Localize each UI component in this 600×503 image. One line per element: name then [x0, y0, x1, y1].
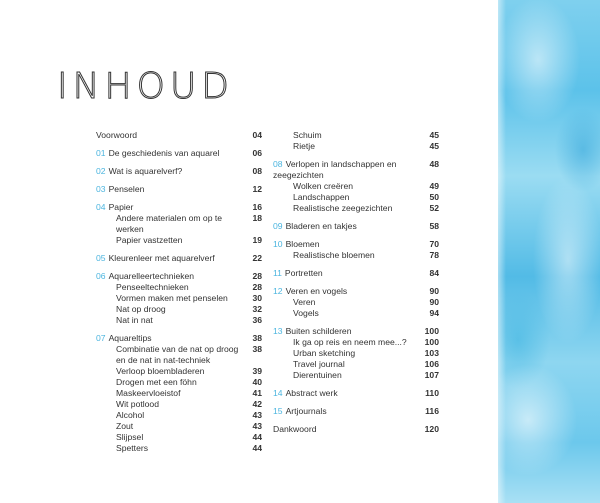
toc-page-number: 40 [252, 377, 262, 387]
toc-entry-text: Nat op droog [116, 304, 166, 314]
toc-subentry [96, 315, 262, 326]
toc-entry-label [96, 293, 246, 304]
toc-entry-text: Abstract werk [285, 388, 338, 398]
toc-entry-text: Penselen [108, 184, 145, 194]
watercolor-edge [490, 0, 506, 503]
chapter-number: 05 [96, 253, 106, 263]
toc-page-number: 30 [252, 293, 262, 303]
toc-page-number: 18 [252, 213, 262, 223]
toc-entry-label [96, 432, 246, 443]
toc-entry-text: Bladeren en takjes [285, 221, 357, 231]
toc-entry-label [96, 304, 246, 315]
toc-entry-text: Wolken creëren [293, 181, 354, 191]
toc-entry-label [96, 377, 246, 388]
toc-entry-text: Papier vastzetten [116, 235, 183, 245]
toc-subentry [273, 337, 439, 348]
toc-page-number: 116 [425, 406, 439, 416]
toc-entry-label [96, 410, 246, 421]
toc-page-number: 41 [252, 388, 262, 398]
toc-entry-text: Vogels [293, 308, 319, 318]
toc-page-number: 42 [252, 399, 262, 409]
toc-subentry [273, 181, 439, 192]
chapter-number: 15 [273, 406, 283, 416]
toc-entry-label [273, 181, 423, 192]
toc-entry [273, 239, 439, 250]
chapter-number: 09 [273, 221, 283, 231]
toc-entry-label [96, 184, 246, 195]
toc-page-number: 90 [429, 297, 439, 307]
toc-page-number: 94 [429, 308, 439, 318]
chapter-number: 01 [96, 148, 106, 158]
toc-entry-label [273, 268, 423, 279]
toc-subentry [96, 377, 262, 388]
toc-entry-text: Wit potlood [116, 399, 159, 409]
toc-entry-label [273, 159, 423, 181]
toc-subentry [96, 293, 262, 304]
toc-page-number: 52 [429, 203, 439, 213]
toc-entry [96, 166, 262, 177]
toc-column-left [96, 130, 262, 454]
toc-page-number: 70 [429, 239, 439, 249]
toc-subentry [96, 366, 262, 377]
toc-page-number: 110 [425, 388, 439, 398]
toc-subentry [96, 399, 262, 410]
chapter-number: 10 [273, 239, 283, 249]
chapter-number: 11 [273, 268, 282, 278]
chapter-number: 14 [273, 388, 283, 398]
toc-page-number: 39 [252, 366, 262, 376]
toc-entry [273, 326, 439, 337]
toc-page-number: 100 [424, 337, 439, 347]
toc-page-number: 04 [252, 130, 262, 140]
toc-entry-text: Dankwoord [273, 424, 317, 434]
toc-entry-text: Vormen maken met penselen [116, 293, 228, 303]
toc-entry-label [273, 239, 423, 250]
watercolor-background [498, 0, 600, 503]
toc-entry-label [273, 388, 423, 399]
toc-entry-label [96, 443, 246, 454]
toc-entry-label [96, 202, 246, 213]
toc-entry-text: Kleurenleer met aquarelverf [108, 253, 215, 263]
toc-entry [96, 148, 262, 159]
toc-subentry [96, 443, 262, 454]
toc-entry-text: Artjournals [285, 406, 327, 416]
chapter-number: 02 [96, 166, 106, 176]
toc-entry-label [96, 235, 246, 246]
toc-subentry [273, 297, 439, 308]
toc-entry-label [96, 253, 246, 264]
toc-entry-text: Veren [293, 297, 316, 307]
toc-entry-text: Buiten schilderen [285, 326, 352, 336]
toc-page-number: 106 [424, 359, 439, 369]
toc-entry-text: Voorwoord [96, 130, 138, 140]
toc-page-number: 43 [252, 410, 262, 420]
toc-subentry [273, 250, 439, 261]
toc-entry-text: Zout [116, 421, 134, 431]
toc-page-number: 36 [252, 315, 262, 325]
toc-page-number: 84 [429, 268, 439, 278]
toc-subentry [273, 130, 439, 141]
toc-entry-text: Travel journal [293, 359, 345, 369]
toc-entry-text: Drogen met een föhn [116, 377, 197, 387]
toc-page-number: 06 [252, 148, 262, 158]
toc-entry-label [273, 297, 423, 308]
toc-entry-label [96, 213, 246, 235]
toc-entry-label [96, 166, 246, 177]
toc-page-number: 103 [424, 348, 439, 358]
chapter-number: 04 [96, 202, 106, 212]
toc-page-number: 90 [429, 286, 439, 296]
toc-entry-label [273, 359, 423, 370]
toc-entry-label [96, 366, 246, 377]
toc-entry-text: Landschappen [293, 192, 350, 202]
toc-entry-label [273, 308, 423, 319]
toc-page-number: 44 [252, 443, 262, 453]
toc-subentry [96, 304, 262, 315]
toc-entry [96, 130, 262, 141]
chapter-number: 08 [273, 159, 283, 169]
toc-entry-label [96, 315, 246, 326]
toc-entry-text: Nat in nat [116, 315, 153, 325]
toc-entry-label [273, 337, 423, 348]
chapter-number: 13 [273, 326, 283, 336]
toc-entry-text: Verloop bloembladeren [116, 366, 205, 376]
toc-entry [96, 333, 262, 344]
toc-page-number: 100 [424, 326, 439, 336]
toc-entry-label [96, 271, 246, 282]
toc-subentry [96, 410, 262, 421]
toc-page-number: 48 [429, 159, 439, 169]
toc-entry-text: Slijpsel [116, 432, 144, 442]
toc-entry-label [273, 348, 423, 359]
toc-entry [96, 184, 262, 195]
toc-subentry [96, 432, 262, 443]
toc-page-number: 22 [252, 253, 262, 263]
toc-page-number: 43 [252, 421, 262, 431]
toc-subentry [96, 235, 262, 246]
toc-entry-text: Aquareltips [108, 333, 152, 343]
toc-subentry [273, 192, 439, 203]
toc-entry-label [96, 399, 246, 410]
toc-entry-label [273, 250, 423, 261]
toc-subentry [96, 213, 262, 235]
toc-subentry [273, 141, 439, 152]
toc-entry-text: Wat is aquarelverf? [108, 166, 183, 176]
toc-entry-label [273, 221, 423, 232]
toc-entry-text: Papier [108, 202, 134, 212]
toc-entry-label [96, 344, 246, 366]
toc-subentry [273, 348, 439, 359]
toc-page-number: 28 [252, 271, 262, 281]
toc-entry-text: Portretten [284, 268, 323, 278]
toc-entry-text: Verlopen in landschappen en zeegezichten [273, 159, 397, 180]
toc-page-number: 58 [429, 221, 439, 231]
toc-entry-text: Veren en vogels [285, 286, 348, 296]
toc-page-number: 50 [429, 192, 439, 202]
toc-entry-label [273, 326, 423, 337]
toc-entry-label [96, 148, 246, 159]
toc-page-number: 120 [424, 424, 439, 434]
toc-entry [273, 406, 439, 417]
toc-entry-text: Aquarelleertechnieken [108, 271, 195, 281]
toc-entry [273, 424, 439, 435]
toc-column-right [273, 130, 439, 435]
toc-subentry [96, 421, 262, 432]
toc-page-number: 38 [252, 344, 262, 354]
toc-entry-label [273, 370, 423, 381]
toc-entry [273, 388, 439, 399]
toc-subentry [96, 282, 262, 293]
toc-entry [273, 159, 439, 181]
toc-entry-text: Combinatie van de nat op droog en de nat in nat-techniek [116, 344, 239, 365]
toc-entry-text: Andere materialen om op te werken [116, 213, 223, 234]
toc-entry-label [273, 424, 423, 435]
toc-entry [273, 268, 439, 279]
toc-entry-label [273, 192, 423, 203]
toc-entry [96, 202, 262, 213]
chapter-number: 12 [273, 286, 283, 296]
page-title: INHOUD [57, 66, 235, 107]
toc-entry-label [273, 286, 423, 297]
toc-entry-text: Urban sketching [293, 348, 356, 358]
toc-subentry [273, 359, 439, 370]
toc-entry-text: Alcohol [116, 410, 145, 420]
toc-entry [273, 221, 439, 232]
toc-page-number: 12 [252, 184, 262, 194]
toc-page-number: 45 [429, 130, 439, 140]
toc-entry-text: De geschiedenis van aquarel [108, 148, 220, 158]
toc-entry-text: Maskeervloeistof [116, 388, 181, 398]
toc-entry-text: Spetters [116, 443, 149, 453]
chapter-number: 03 [96, 184, 106, 194]
toc-entry-text: Rietje [293, 141, 315, 151]
toc-page-number: 49 [429, 181, 439, 191]
toc-entry-text: Dierentuinen [293, 370, 342, 380]
toc-entry-label [273, 141, 423, 152]
toc-subentry [273, 308, 439, 319]
toc-subentry [96, 388, 262, 399]
toc-entry-text: Schuim [293, 130, 322, 140]
toc-entry-label [96, 130, 246, 141]
toc-entry-label [96, 282, 246, 293]
toc-subentry [96, 344, 262, 366]
toc-page-number: 16 [252, 202, 262, 212]
toc-page-number: 08 [252, 166, 262, 176]
toc-page-number: 38 [252, 333, 262, 343]
toc-entry [96, 253, 262, 264]
toc-page-number: 19 [252, 235, 262, 245]
toc-entry-text: Bloemen [285, 239, 320, 249]
toc-entry-text: Realistische zeegezichten [293, 203, 393, 213]
toc-page-number: 78 [429, 250, 439, 260]
toc-page-number: 44 [252, 432, 262, 442]
toc-entry-text: Realistische bloemen [293, 250, 375, 260]
toc-entry-label [273, 406, 423, 417]
toc-subentry [273, 203, 439, 214]
toc-page-number: 45 [429, 141, 439, 151]
toc-entry-label [273, 203, 423, 214]
toc-entry-label [96, 333, 246, 344]
chapter-number: 06 [96, 271, 106, 281]
toc-page-number: 107 [424, 370, 439, 380]
toc-page-number: 32 [252, 304, 262, 314]
chapter-number: 07 [96, 333, 106, 343]
toc-entry-label [96, 388, 246, 399]
toc-entry [96, 271, 262, 282]
toc-entry-text: Ik ga op reis en neem mee...? [293, 337, 407, 347]
toc-entry-label [96, 421, 246, 432]
toc-entry [273, 286, 439, 297]
toc-entry-text: Penseeltechnieken [116, 282, 189, 292]
toc-subentry [273, 370, 439, 381]
toc-page-number: 28 [252, 282, 262, 292]
toc-entry-label [273, 130, 423, 141]
